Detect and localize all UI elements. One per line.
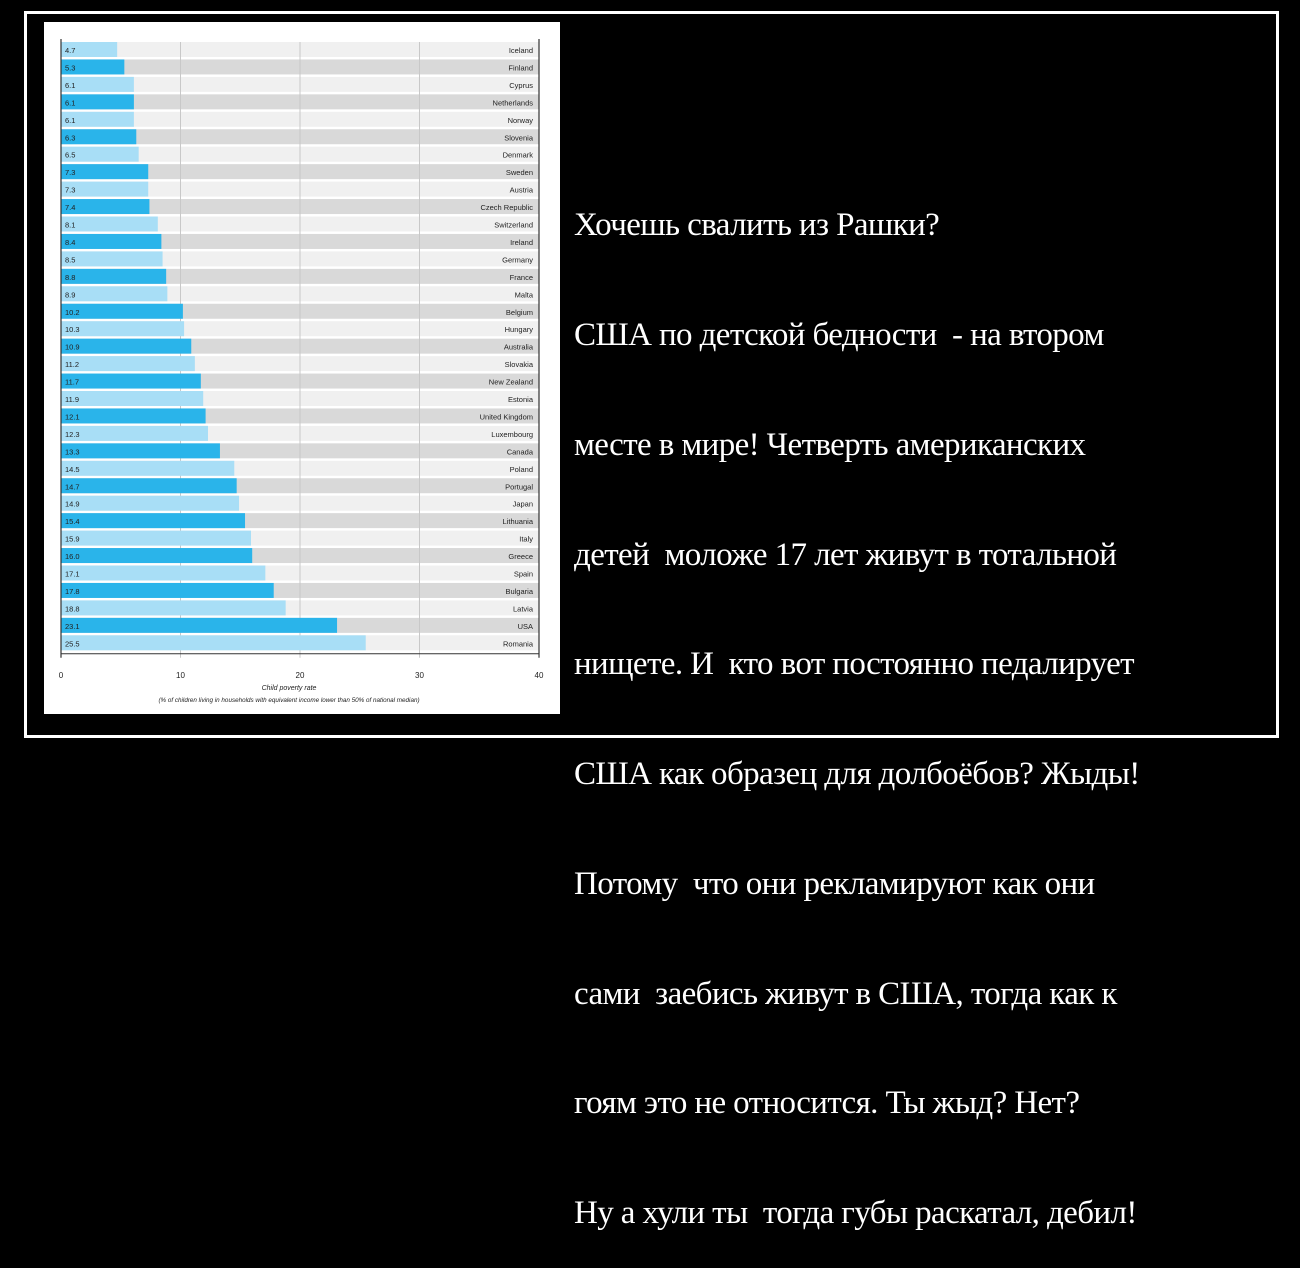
bar-value-label: 15.4 [65, 517, 80, 527]
x-tick-label: 30 [415, 670, 424, 680]
bar-value-label: 11.2 [65, 360, 80, 370]
caption-line: нищете. И кто вот постоянно педалирует [574, 646, 1134, 683]
category-label: Netherlands [492, 98, 533, 108]
bar-value-label: 17.8 [65, 586, 80, 596]
category-label: Austria [509, 185, 533, 195]
category-label: Luxembourg [491, 429, 533, 439]
bar-value-label: 18.8 [65, 604, 80, 614]
bar [61, 461, 234, 476]
bar-value-label: 17.1 [65, 569, 80, 579]
bar-value-label: 8.9 [65, 290, 76, 300]
bar-value-label: 10.9 [65, 342, 80, 352]
category-label: Slovenia [504, 133, 533, 143]
category-label: Lithuania [502, 517, 533, 527]
bar-value-label: 11.9 [65, 395, 80, 404]
bar [61, 217, 158, 232]
category-label: Portugal [505, 482, 533, 492]
category-label: Norway [507, 115, 533, 125]
bar-value-label: 14.9 [65, 499, 80, 509]
bar-value-label: 25.5 [65, 639, 80, 649]
bar-value-label: 7.3 [65, 168, 76, 178]
bar [61, 618, 337, 633]
bar [61, 356, 195, 371]
bar-value-label: 23.1 [65, 621, 80, 631]
caption-line: США как образец для долбоёбов? Жыды! [574, 756, 1140, 793]
bar-value-label: 6.5 [65, 150, 76, 160]
category-label: Hungary [504, 325, 533, 335]
category-label: Sweden [505, 168, 533, 178]
caption-line: Хочешь свалить из Рашки? [574, 207, 940, 244]
bar-value-label: 14.5 [65, 464, 80, 474]
caption-line: детей моложе 17 лет живут в тотальной [574, 536, 1117, 573]
category-label: Belgium [505, 307, 533, 317]
category-label: Romania [502, 639, 533, 649]
bar-value-label: 7.4 [65, 203, 76, 213]
bar [61, 566, 265, 581]
bar-value-label: 11.7 [65, 377, 80, 387]
category-label: Poland [509, 464, 533, 474]
category-label: Germany [502, 255, 533, 265]
caption-text [574, 134, 1274, 1268]
category-label: France [509, 272, 533, 282]
bar [61, 443, 220, 458]
bar-value-label: 6.1 [65, 98, 76, 108]
caption-line: сами заебись живут в США, тогда как к [574, 975, 1117, 1012]
bar-value-label: 8.5 [65, 255, 76, 265]
bar-value-label: 6.1 [65, 80, 76, 90]
category-label: Denmark [502, 150, 533, 160]
caption-line: Ну а хули ты тогда губы раскатал, дебил! [574, 1195, 1137, 1232]
x-axis-label: Child poverty rate [261, 685, 317, 692]
category-label: Estonia [507, 395, 533, 404]
bar [61, 531, 251, 546]
x-axis-sublabel: (% of children living in households with equivalent income lower than 50% of national median) [158, 697, 420, 704]
category-label: Japan [512, 499, 533, 509]
bar [61, 426, 208, 441]
bar-value-label: 12.1 [65, 412, 80, 422]
bar [61, 339, 191, 354]
bar [61, 478, 237, 493]
category-label: Bulgaria [505, 586, 533, 596]
bar [61, 286, 167, 301]
bar-value-label: 5.3 [65, 63, 76, 73]
bar-value-label: 8.4 [65, 237, 76, 247]
bar-value-label: 8.1 [65, 220, 76, 230]
child-poverty-chart [44, 22, 560, 714]
caption-line: гоям это не относится. Ты жыд? Нет? [574, 1085, 1080, 1122]
category-label: Greece [508, 552, 533, 562]
bar-value-label: 16.0 [65, 552, 80, 562]
bar-value-label: 10.2 [65, 307, 80, 317]
bar [61, 269, 166, 284]
category-label: Spain [513, 569, 533, 579]
bar-value-label: 14.7 [65, 482, 80, 492]
bar-value-label: 10.3 [65, 325, 80, 335]
caption-line: США по детской бедности - на втором [574, 316, 1104, 353]
category-label: USA [517, 621, 533, 631]
category-label: Finland [508, 63, 533, 73]
x-tick-label: 0 [58, 670, 64, 680]
bar [61, 496, 239, 511]
category-label: Iceland [508, 46, 533, 55]
bar [61, 234, 161, 249]
category-label: New Zealand [488, 377, 533, 387]
bar [61, 600, 286, 615]
category-label: Switzerland [494, 220, 533, 230]
bar-value-label: 8.8 [65, 272, 76, 282]
bar [61, 408, 206, 423]
bar [61, 583, 274, 598]
category-label: Czech Republic [480, 203, 533, 213]
bar-value-label: 12.3 [65, 429, 80, 439]
bar-value-label: 15.9 [65, 534, 80, 544]
bar [61, 391, 203, 406]
chart-panel [44, 22, 560, 714]
category-label: Canada [506, 447, 533, 457]
category-label: Australia [503, 342, 533, 352]
bar [61, 513, 245, 528]
caption-line: Потому что они рекламируют как они [574, 865, 1095, 902]
bar [61, 548, 252, 563]
bar-value-label: 13.3 [65, 447, 80, 457]
x-tick-label: 20 [295, 670, 305, 680]
bar-value-label: 7.3 [65, 185, 76, 195]
x-tick-label: 10 [176, 670, 185, 680]
category-label: Slovakia [504, 360, 533, 370]
x-tick-label: 40 [534, 670, 544, 680]
category-label: Cyprus [509, 80, 533, 90]
bar [61, 635, 366, 650]
bar-value-label: 4.7 [65, 46, 76, 55]
bar-value-label: 6.1 [65, 115, 76, 125]
bar-value-label: 6.3 [65, 133, 76, 143]
category-label: Ireland [510, 237, 533, 247]
category-label: Italy [519, 534, 533, 544]
bar [61, 251, 163, 266]
category-label: United Kingdom [479, 412, 533, 422]
category-label: Latvia [512, 604, 533, 614]
bar [61, 374, 201, 389]
category-label: Malta [514, 290, 533, 300]
caption-line: месте в мире! Четверть американских [574, 426, 1086, 463]
